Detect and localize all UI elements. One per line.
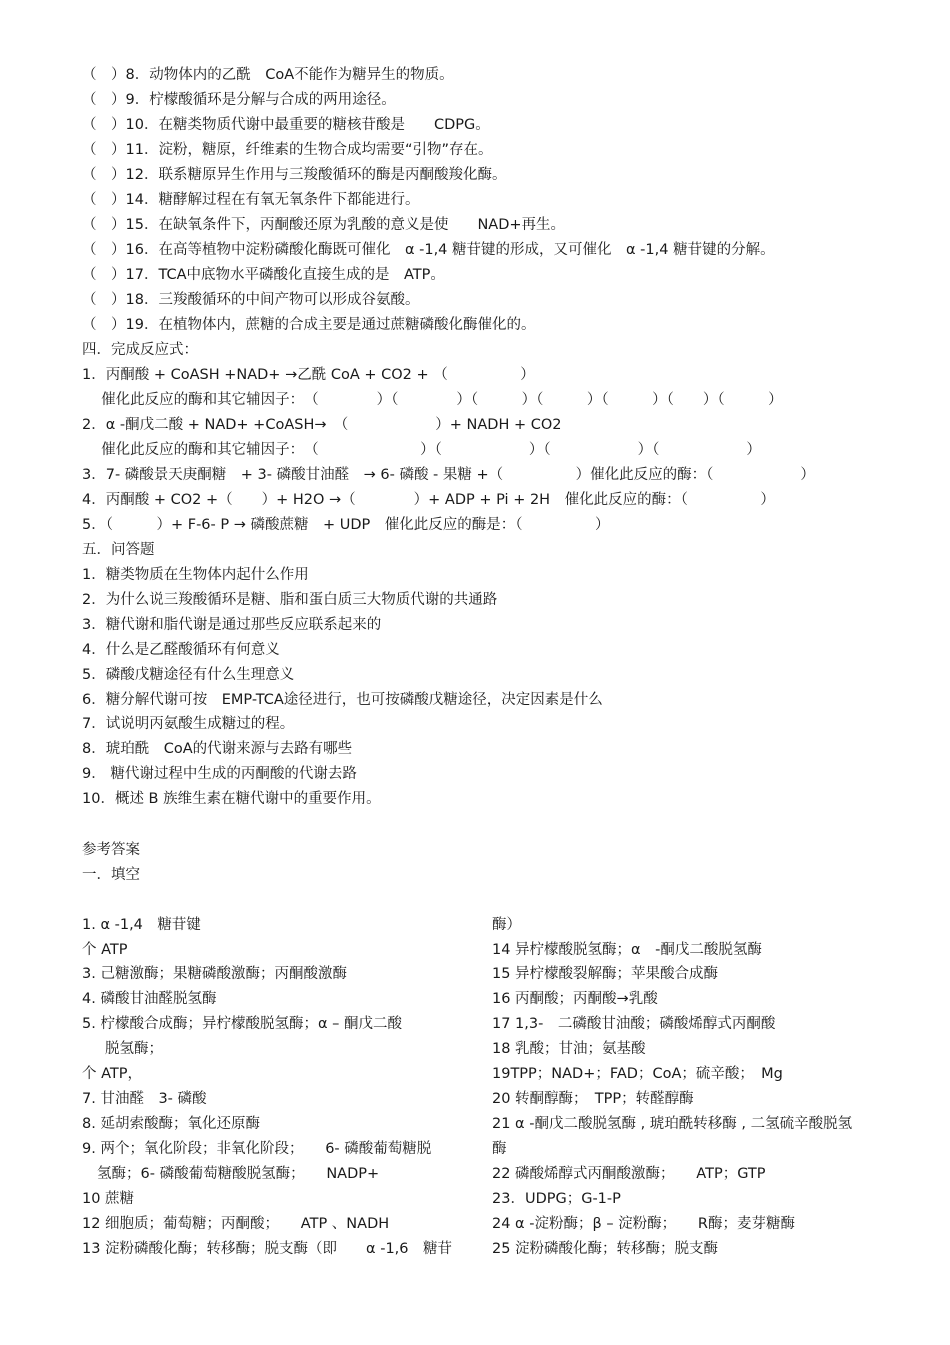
- answers-subheading: 一．填空: [82, 867, 140, 883]
- answer-right-line: 22 磷酸烯醇式丙酮酸激酶； ATP；GTP: [492, 1166, 766, 1182]
- answer-right-line: 14 异柠檬酸脱氢酶；α -酮戊二酸脱氢酶: [492, 942, 762, 958]
- answer-right-line: 16 丙酮酸；丙酮酸→乳酸: [492, 991, 658, 1007]
- answer-left-line: 氢酶；6- 磷酸葡萄糖酸脱氢酶； NADP+: [97, 1166, 380, 1182]
- section-heading-questions: 五．问答题: [82, 542, 155, 558]
- answer-left-line: 3. 己糖激酶；果糖磷酸激酶；丙酮酸激酶: [82, 966, 347, 982]
- tf-item-10: （ ）10．在糖类物质代谢中最重要的糖核苷酸是 CDPG。: [82, 117, 490, 133]
- answer-right-line: 酶: [492, 1141, 507, 1157]
- section-heading-reactions: 四．完成反应式：: [82, 342, 198, 358]
- answer-right-line: 21 α -酮戊二酸脱氢酶 , 琥珀酰转移酶 , 二氢硫辛酸脱氢: [492, 1116, 853, 1132]
- reaction-4: 4．丙酮酸 + CO2 +（ ）+ H2O →（ ）+ ADP + Pi + 2H 催化此反应的酶：（ ）: [82, 492, 775, 508]
- answer-right-line: 15 异柠檬酸裂解酶；苹果酸合成酶: [492, 966, 719, 982]
- tf-item-14: （ ）14．糖酵解过程在有氧无氧条件下都能进行。: [82, 192, 420, 208]
- answer-left-line: 个 ATP: [82, 942, 128, 958]
- answer-left-line: 13 淀粉磷酸化酶；转移酶；脱支酶（即 α -1,6 糖苷: [82, 1241, 453, 1257]
- answer-left-line: 5. 柠檬酸合成酶；异柠檬酸脱氢酶；α – 酮戊二酸: [82, 1016, 402, 1032]
- question-7: 7．试说明丙氨酸生成糖过的程。: [82, 716, 295, 732]
- question-5: 5．磷酸戊糖途径有什么生理意义: [82, 667, 295, 683]
- tf-item-11: （ ）11．淀粉，糖原，纤维素的生物合成均需要“引物”存在。: [82, 142, 493, 158]
- tf-item-18: （ ）18．三羧酸循环的中间产物可以形成谷氨酸。: [82, 292, 420, 308]
- answer-right-line: 25 淀粉磷酸化酶；转移酶；脱支酶: [492, 1241, 719, 1257]
- tf-item-15: （ ）15．在缺氧条件下，丙酮酸还原为乳酸的意义是使 NAD+再生。: [82, 217, 566, 233]
- answer-right-line: 20 转酮醇酶； TPP；转醛醇酶: [492, 1091, 694, 1107]
- question-10: 10．概述 B 族维生素在糖代谢中的重要作用。: [82, 791, 381, 807]
- answer-left-line: 10 蔗糖: [82, 1191, 135, 1207]
- answer-right-line: 24 α -淀粉酶；β – 淀粉酶； R酶；麦芽糖酶: [492, 1216, 796, 1232]
- answer-left-line: 个 ATP，: [82, 1066, 143, 1082]
- tf-item-16: （ ）16．在高等植物中淀粉磷酸化酶既可催化 α -1,4 糖苷键的形成，又可催化 α -1,4 糖苷键的分解。: [82, 242, 775, 258]
- tf-item-9: （ ）9．柠檬酸循环是分解与合成的两用途径。: [82, 92, 396, 108]
- question-3: 3．糖代谢和脂代谢是通过那些反应联系起来的: [82, 617, 382, 633]
- reaction-1: 1．丙酮酸 + CoASH +NAD+ →乙酰 CoA + CO2 + （ ）: [82, 367, 535, 383]
- reaction-5: 5．（ ）+ F-6- P → 磷酸蔗糖 + UDP 催化此反应的酶是：（ ）: [82, 517, 610, 533]
- answer-right-line: 酶）: [492, 917, 521, 933]
- reaction-1-enzyme: 催化此反应的酶和其它辅因子： （ ）（ ）（ ）（ ）（ ）（ ）（ ）: [82, 392, 783, 408]
- question-9: 9． 糖代谢过程中生成的丙酮酸的代谢去路: [82, 766, 357, 782]
- question-2: 2．为什么说三羧酸循环是糖、脂和蛋白质三大物质代谢的共通路: [82, 592, 498, 608]
- tf-item-12: （ ）12．联系糖原异生作用与三羧酸循环的酶是丙酮酸羧化酶。: [82, 167, 507, 183]
- reaction-3: 3．7- 磷酸景天庚酮糖 + 3- 磷酸甘油醛 → 6- 磷酸 - 果糖 +（ ）催化此反应的酶：（ ）: [82, 467, 815, 483]
- question-4: 4．什么是乙醛酸循环有何意义: [82, 642, 280, 658]
- reaction-2-enzyme: 催化此反应的酶和其它辅因子： （ ）（ ）（ ）（ ）: [82, 442, 761, 458]
- question-8: 8．琥珀酰 CoA的代谢来源与去路有哪些: [82, 741, 353, 757]
- answers-title: 参考答案: [82, 842, 140, 858]
- tf-item-17: （ ）17．TCA中底物水平磷酸化直接生成的是 ATP。: [82, 267, 445, 283]
- question-6: 6．糖分解代谢可按 EMP-TCA途径进行，也可按磷酸戊糖途径，决定因素是什么: [82, 692, 603, 708]
- answer-left-line: 1. α -1,4 糖苷键: [82, 917, 201, 933]
- answer-right-line: 23．UDPG；G-1-P: [492, 1191, 621, 1207]
- tf-item-8: （ ）8．动物体内的乙酰 CoA不能作为糖异生的物质。: [82, 67, 454, 83]
- answer-left-line: 12 细胞质；葡萄糖；丙酮酸； ATP 、NADH: [82, 1216, 390, 1232]
- answer-left-line: 9. 两个；氧化阶段；非氧化阶段； 6- 磷酸葡萄糖脱: [82, 1141, 432, 1157]
- answer-right-line: 19TPP；NAD+；FAD；CoA；硫辛酸； Mg: [492, 1066, 783, 1082]
- answer-left-line: 7. 甘油醛 3- 磷酸: [82, 1091, 207, 1107]
- tf-item-19: （ ）19．在植物体内，蔗糖的合成主要是通过蔗糖磷酸化酶催化的。: [82, 317, 536, 333]
- answer-right-line: 18 乳酸；甘油；氨基酸: [492, 1041, 646, 1057]
- answer-left-line: 8. 延胡索酸酶；氧化还原酶: [82, 1116, 260, 1132]
- answer-left-line: 脱氢酶；: [105, 1041, 163, 1057]
- answer-right-line: 17 1,3- 二磷酸甘油酸；磷酸烯醇式丙酮酸: [492, 1016, 776, 1032]
- reaction-2: 2．α -酮戊二酸 + NAD+ +CoASH→ （ ）+ NADH + CO2: [82, 417, 562, 433]
- question-1: 1．糖类物质在生物体内起什么作用: [82, 567, 309, 583]
- answer-left-line: 4. 磷酸甘油醛脱氢酶: [82, 991, 217, 1007]
